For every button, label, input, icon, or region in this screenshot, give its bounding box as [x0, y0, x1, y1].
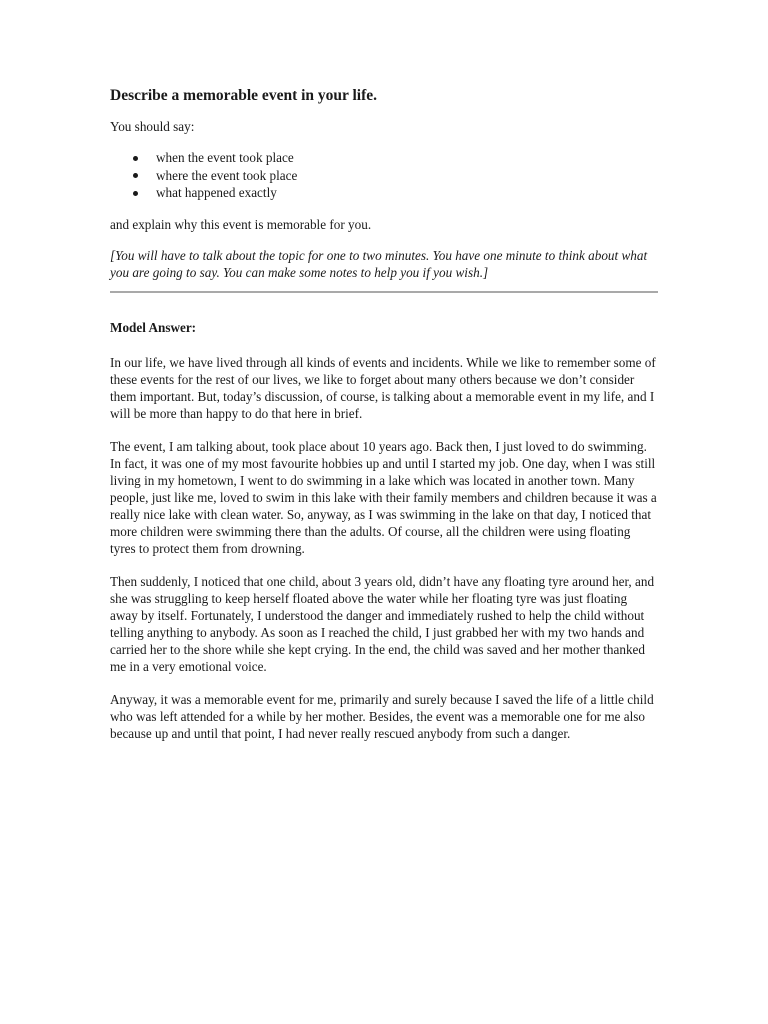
instruction-note: [You will have to talk about the topic for one to two minutes. You have one minute to think about what you are going to say. You can make some notes to help you if you wish.] — [110, 247, 648, 280]
bullet-item — [110, 184, 658, 202]
answer-paragraph: The event, I am talking about, took place about 10 years ago. Back then, I just loved to do swimming. In fact, it was one of my most favourite hobbies up and until I started my job. One day, when I was still living in my hometown, I went to do swimming in a lake which was located in another town. Many people, just like me, loved to swim in this lake with their family members and children because it was a really nice lake with clean water. So, anyway, as I was swimming in the lake on that day, I noticed that more children were swimming there than the adults. Of course, all the children were using floating tyres to protect them from drowning. — [110, 438, 657, 556]
intro-text: You should say: — [110, 119, 195, 134]
model-answer-heading: Model Answer: — [110, 319, 197, 335]
prompt-bullet-list — [110, 149, 658, 202]
bullet-dot-icon — [133, 156, 138, 161]
answer-paragraph: In our life, we have lived through all kinds of events and incidents. While we like to remember some of these events for the rest of our lives, we like to forget about many others because we don’t consider them important. But, today’s discussion, of course, is talking about a memorable event in my life, and I will be more than happy to do that here in brief. — [110, 354, 656, 421]
horizontal-divider — [110, 291, 658, 293]
answer-paragraph: Then suddenly, I noticed that one child, about 3 years old, didn’t have any floating tyre around her, and she was struggling to keep herself floated above the water while her floating tyre was just floating away by itself. Fortunately, I understood the danger and immediately rushed to help the child without telling anything to anybody. As soon as I reached the child, I just grabbed her with my two hands and carried her to the shore while she kept crying. In the end, the child was saved and her mother thanked me in a very emotional voice. — [110, 573, 655, 674]
bullet-text: what happened exactly — [156, 185, 277, 200]
bullet-item — [110, 149, 658, 167]
explain-text: and explain why this event is memorable for you. — [110, 216, 372, 232]
bullet-item — [110, 167, 658, 185]
bullet-text: when the event took place — [156, 150, 294, 165]
bullet-text: where the event took place — [156, 167, 298, 183]
bullet-dot-icon — [133, 173, 138, 178]
cue-card-title: Describe a memorable event in your life. — [110, 87, 378, 104]
answer-paragraph: Anyway, it was a memorable event for me, primarily and surely because I saved the life of a little child who was left attended for a while by her mother. Besides, the event was a memorable one for me also because up and until that point, I had never really rescued anybody from such a danger. — [110, 691, 654, 741]
document-page — [110, 86, 658, 758]
bullet-dot-icon — [133, 191, 138, 196]
